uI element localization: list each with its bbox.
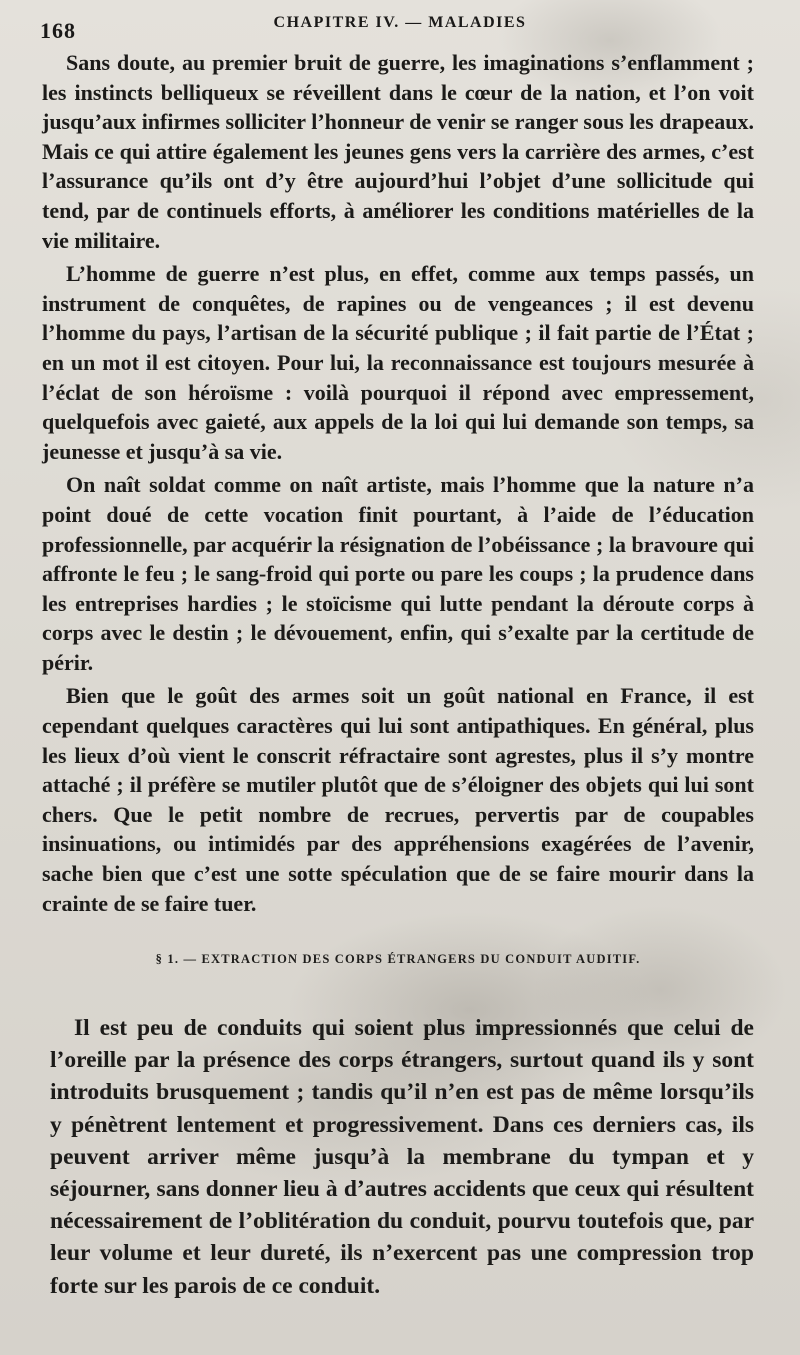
- section-paragraph: Il est peu de conduits qui soient plus impressionnés que celui de l’oreille par la présence des corps étrangers, surtout quand ils y sont introduits brusquement ; tandis qu’il n’en est pas de même lorsqu’ils y pénètrent lentement et progressivement. Dans ces derniers cas, ils peuvent arriver même jusqu’à la membrane du tympan et y séjourner, sans donner lieu à d’autres accidents que ceux qui résultent nécessairement de l’oblitération du conduit, pourvu toutefois que, par leur volume et leur dureté, ils n’exercent pas une compression trop forte sur les parois de ce conduit.: [50, 1015, 754, 1299]
- page-header: [40, 12, 760, 42]
- running-title: CHAPITRE IV. — MALADIES: [273, 14, 527, 31]
- paragraph-2: L’homme de guerre n’est plus, en effet, comme aux temps passés, un instrument de conquêtes, de rapines ou de vengeances ; il est devenu l’homme du pays, l’artisan de la sécurité publique ; il fait partie de l’État ; en un mot il est citoyen. Pour lui, la reconnaissance est toujours mesurée à l’éclat de son héroïsme : voilà pourquoi il répond avec empressement, quelquefois avec gaieté, aux appels de la loi qui lui demande son temps, sa jeunesse et jusqu’à sa vie.: [42, 261, 754, 464]
- paragraph-1: Sans doute, au premier bruit de guerre, les imaginations s’enflamment ; les instincts belliqueux se réveillent dans le cœur de la nation, et l’on voit jusqu’aux infirmes solliciter l’honneur de venir se ranger sous les drapeaux. Mais ce qui attire également les jeunes gens vers la carrière des armes, c’est l’assurance qu’ils ont d’y être aujourd’hui l’objet d’une sollicitude qui tend, par de continuels efforts, à améliorer les conditions matérielles de la vie militaire.: [42, 50, 754, 253]
- section-heading: § 1. — EXTRACTION DES CORPS ÉTRANGERS DU CONDUIT AUDITIF.: [155, 952, 641, 966]
- paragraph-3: On naît soldat comme on naît artiste, mais l’homme que la nature n’a point doué de cette vocation finit pourtant, à l’aide de l’éducation professionnelle, par acquérir la résignation de l’obéissance ; la bravoure qui affronte le feu ; le sang-froid qui porte ou pare les coups ; la prudence dans les entreprises hardies ; le stoïcisme qui lutte pendant la déroute corps à corps avec le destin ; le dévouement, enfin, qui s’exalte par la certitude de périr.: [42, 472, 754, 675]
- section-body: [50, 1012, 754, 1306]
- paragraph-4: Bien que le goût des armes soit un goût national en France, il est cependant quelques caractères qui lui sont antipathiques. En général, plus les lieux d’où vient le conscrit réfractaire sont agrestes, plus il s’y montre attaché ; il préfère se mutiler plutôt que de s’éloigner des objets qui lui sont chers. Que le petit nombre de recrues, pervertis par de coupables insinuations, ou intimidés par des appréhensions exagérées de l’avenir, sache bien que c’est une sotte spéculation que de se faire mourir dans la crainte de se faire tuer.: [42, 683, 754, 916]
- page-number: 168: [40, 18, 76, 43]
- chapter-body: [42, 48, 754, 922]
